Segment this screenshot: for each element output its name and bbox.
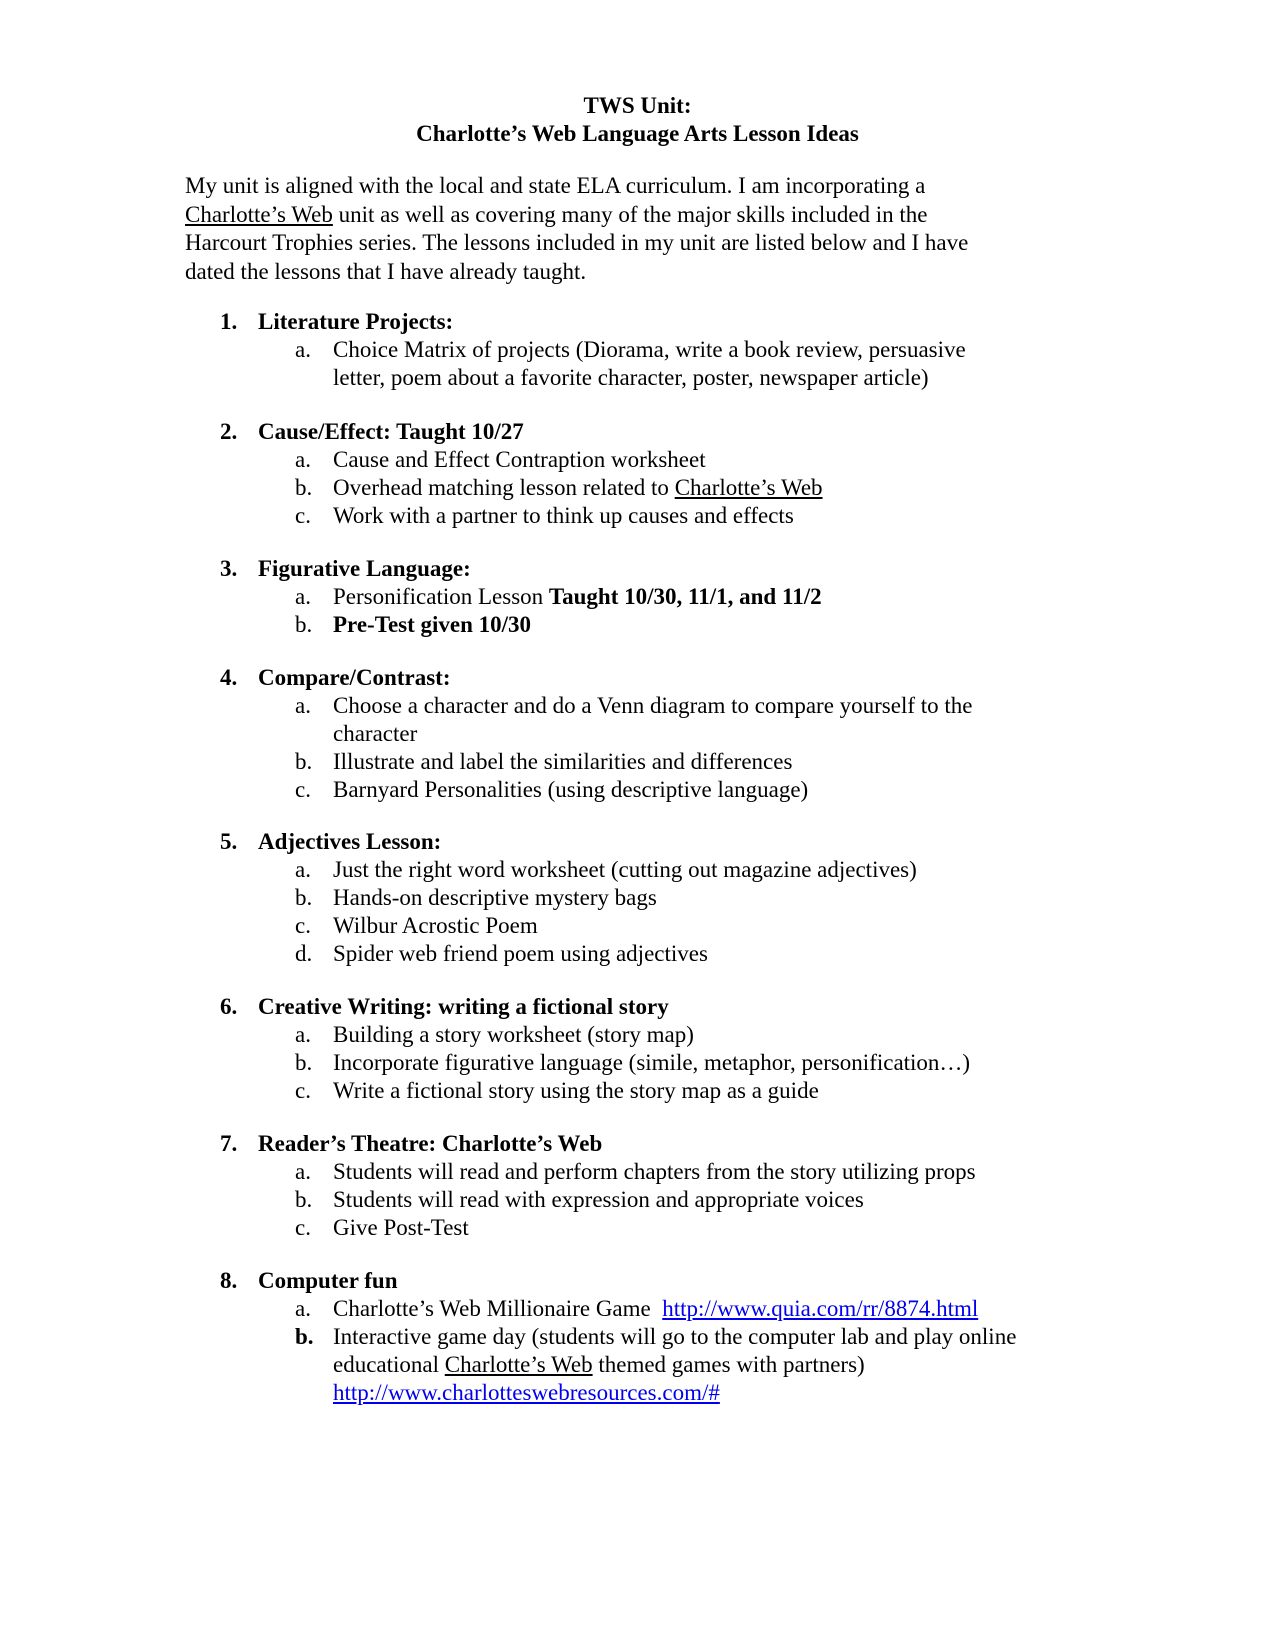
item-text: Choice Matrix of projects (Diorama, write a book review, persuasive xyxy=(333,337,966,362)
intro-line-2: unit as well as covering many of the major skills included in the xyxy=(332,201,928,227)
item-text: Illustrate and label the similarities and differences xyxy=(333,749,793,774)
item-text: Building a story worksheet (story map) xyxy=(333,1022,694,1047)
item-text: Cause and Effect Contraption worksheet xyxy=(333,447,706,472)
document-title xyxy=(0,92,1275,148)
section-number: 2. xyxy=(220,419,238,444)
item-letter: a. xyxy=(295,1296,311,1321)
item-letter: a. xyxy=(295,584,311,609)
section-number: 7. xyxy=(220,1131,238,1156)
item-letter: b. xyxy=(295,1324,314,1349)
intro-paragraph xyxy=(185,172,1085,286)
item-text xyxy=(333,1295,978,1323)
intro-book-title: Charlotte’s Web xyxy=(185,201,333,227)
section-title: Literature Projects: xyxy=(258,309,454,334)
item-text-prefix: Personification Lesson xyxy=(333,584,549,609)
item-text: Choose a character and do a Venn diagram to compare yourself to the xyxy=(333,693,973,718)
section-number: 8. xyxy=(220,1268,238,1293)
item-letter: b. xyxy=(295,1187,313,1212)
item-text: Give Post-Test xyxy=(333,1215,469,1240)
item-text: character xyxy=(333,721,418,746)
item-letter: a. xyxy=(295,857,311,882)
item-letter: a. xyxy=(295,693,311,718)
item-text xyxy=(333,583,822,611)
item-letter: c. xyxy=(295,503,311,528)
intro-line-4: dated the lessons that I have already taught. xyxy=(185,258,587,284)
item-text-prefix: educational xyxy=(333,1352,445,1377)
section-number: 4. xyxy=(220,665,238,690)
taught-dates: Taught 10/30, 11/1, and 11/2 xyxy=(548,584,822,609)
item-text xyxy=(333,1379,720,1407)
section-heading xyxy=(220,828,441,856)
quia-game-link[interactable]: http://www.quia.com/rr/8874.html xyxy=(662,1296,979,1321)
item-letter: b. xyxy=(295,1050,313,1075)
section-title: Compare/Contrast: xyxy=(258,665,451,690)
section-title: Cause/Effect: Taught 10/27 xyxy=(258,419,524,444)
item-letter: a. xyxy=(295,1159,311,1184)
section-number: 3. xyxy=(220,556,238,581)
item-text: Interactive game day (students will go to the computer lab and play online xyxy=(333,1324,1017,1349)
section-heading xyxy=(220,418,524,446)
item-letter: b. xyxy=(295,749,313,774)
item-letter: c. xyxy=(295,777,311,802)
section-heading xyxy=(220,664,451,692)
item-text xyxy=(333,474,823,502)
item-text: Barnyard Personalities (using descriptive language) xyxy=(333,777,809,802)
item-letter: c. xyxy=(295,1078,311,1103)
item-text: Students will read with expression and appropriate voices xyxy=(333,1187,864,1212)
item-text: Incorporate figurative language (simile, metaphor, personification…) xyxy=(333,1050,971,1075)
intro-line-3: Harcourt Trophies series. The lessons included in my unit are listed below and I have xyxy=(185,230,969,255)
intro-line-1: My unit is aligned with the local and state ELA curriculum. I am incorporating a xyxy=(185,173,926,198)
section-title: Computer fun xyxy=(258,1268,398,1293)
section-heading xyxy=(220,993,669,1021)
book-title: Charlotte’s Web xyxy=(444,1352,593,1377)
section-title: Reader’s Theatre: Charlotte’s Web xyxy=(258,1131,603,1156)
item-letter: c. xyxy=(295,913,311,938)
section-number: 1. xyxy=(220,309,238,334)
section-heading xyxy=(220,1130,602,1158)
item-letter: a. xyxy=(295,447,311,472)
item-letter: a. xyxy=(295,1022,311,1047)
section-title: Creative Writing: writing a fictional story xyxy=(258,994,669,1019)
section-heading xyxy=(220,555,471,583)
item-text: Pre-Test given 10/30 xyxy=(333,612,532,637)
item-letter: b. xyxy=(295,885,313,910)
section-title: Figurative Language: xyxy=(258,556,471,581)
charlottes-web-resources-link[interactable]: http://www.charlotteswebresources.com/# xyxy=(333,1380,720,1405)
item-text: Hands-on descriptive mystery bags xyxy=(333,885,657,910)
item-text-prefix: Overhead matching lesson related to xyxy=(333,475,675,500)
item-text: Write a fictional story using the story map as a guide xyxy=(333,1078,819,1103)
section-number: 5. xyxy=(220,829,238,854)
item-text: Just the right word worksheet (cutting out magazine adjectives) xyxy=(333,857,917,882)
item-text: Spider web friend poem using adjectives xyxy=(333,941,708,966)
book-title: Charlotte’s Web xyxy=(674,475,823,500)
item-text-suffix: themed games with partners) xyxy=(592,1352,865,1377)
section-heading xyxy=(220,1267,398,1295)
section-title: Adjectives Lesson: xyxy=(258,829,442,854)
item-letter: a. xyxy=(295,337,311,362)
section-number: 6. xyxy=(220,994,238,1019)
item-text: Work with a partner to think up causes and effects xyxy=(333,503,794,528)
item-letter: b. xyxy=(295,612,313,637)
item-letter: b. xyxy=(295,475,313,500)
section-heading xyxy=(220,308,453,336)
item-letter: c. xyxy=(295,1215,311,1240)
item-text-prefix: Charlotte’s Web Millionaire Game xyxy=(333,1296,663,1321)
item-text xyxy=(333,1351,865,1379)
item-letter: d. xyxy=(295,941,313,966)
title-line-1: TWS Unit: xyxy=(583,93,692,118)
item-text: Wilbur Acrostic Poem xyxy=(333,913,538,938)
item-text: Students will read and perform chapters from the story utilizing props xyxy=(333,1159,976,1184)
item-text: letter, poem about a favorite character, poster, newspaper article) xyxy=(333,365,929,390)
title-line-2: Charlotte’s Web Language Arts Lesson Ideas xyxy=(416,121,859,146)
